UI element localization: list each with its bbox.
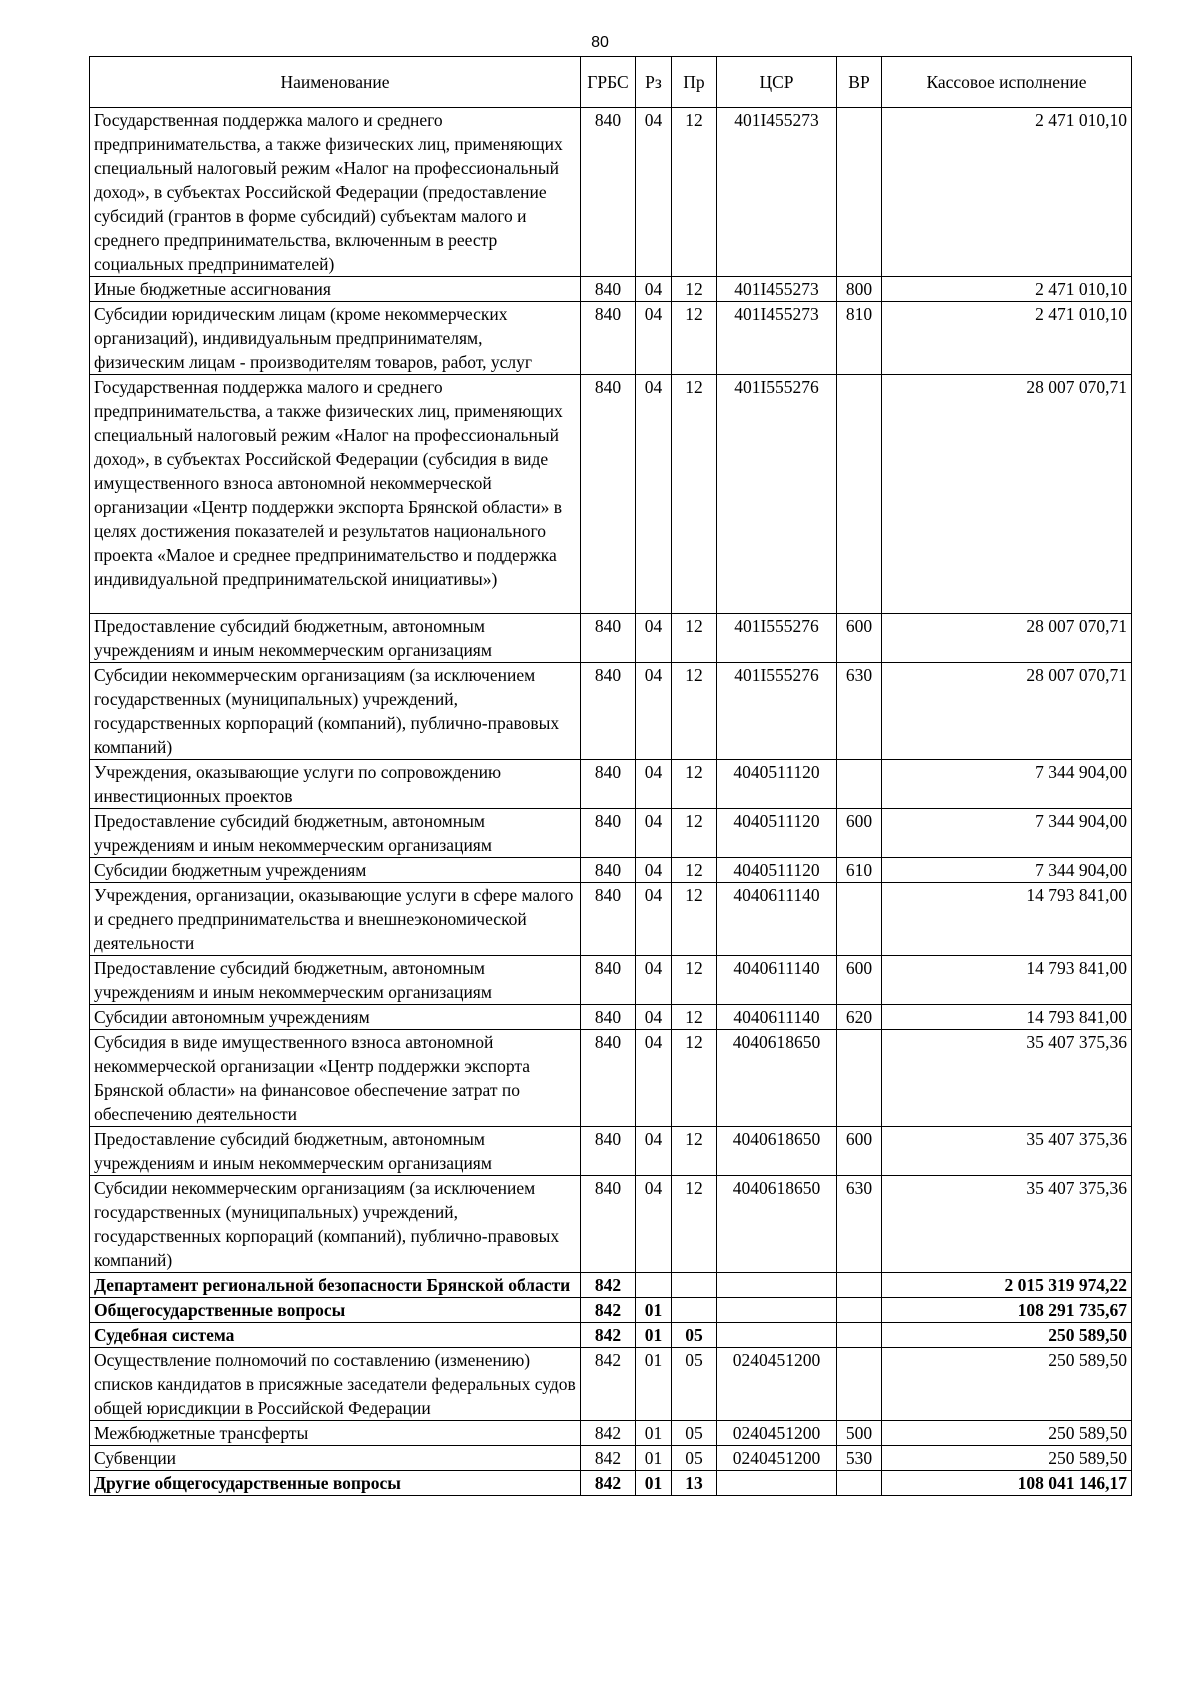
cell-vr <box>837 1323 882 1348</box>
table-row <box>90 858 1132 883</box>
cell-grbs: 840 <box>581 1030 636 1127</box>
table-row <box>90 883 1132 956</box>
cell-rz: 04 <box>636 883 672 956</box>
table-row <box>90 1030 1132 1127</box>
cell-rz: 04 <box>636 1127 672 1176</box>
table-row <box>90 108 1132 277</box>
cell-pr: 12 <box>672 1127 717 1176</box>
cell-vr <box>837 108 882 277</box>
cell-vr: 600 <box>837 956 882 1005</box>
table-row <box>90 760 1132 809</box>
cell-vr: 600 <box>837 809 882 858</box>
cell-amount: 250 589,50 <box>882 1323 1132 1348</box>
cell-amount: 35 407 375,36 <box>882 1030 1132 1127</box>
header-rz: Рз <box>636 57 672 108</box>
cell-amount: 7 344 904,00 <box>882 760 1132 809</box>
cell-pr: 12 <box>672 663 717 760</box>
cell-name: Субсидии бюджетным учреждениям <box>90 858 581 883</box>
cell-amount: 108 041 146,17 <box>882 1471 1132 1496</box>
cell-pr: 12 <box>672 277 717 302</box>
cell-csr: 401I555276 <box>717 375 837 614</box>
cell-pr: 12 <box>672 614 717 663</box>
cell-rz: 04 <box>636 858 672 883</box>
cell-name: Государственная поддержка малого и среднего предпринимательства, а также физических лиц, применяющих специальный налоговый режим «Налог на профессиональный доход», в субъектах Российской Федерации (предоставление субсидий (грантов в форме субсидий) субъектам малого и среднего предпринимательства, включенным в реестр социальных предпринимателей) <box>90 108 581 277</box>
table-row <box>90 663 1132 760</box>
cell-amount: 28 007 070,71 <box>882 375 1132 614</box>
cell-pr: 05 <box>672 1323 717 1348</box>
cell-rz: 04 <box>636 809 672 858</box>
header-grbs: ГРБС <box>581 57 636 108</box>
table-row <box>90 375 1132 614</box>
table-row <box>90 277 1132 302</box>
cell-amount: 2 471 010,10 <box>882 108 1132 277</box>
cell-name: Общегосударственные вопросы <box>90 1298 581 1323</box>
cell-csr: 401I455273 <box>717 108 837 277</box>
cell-grbs: 842 <box>581 1348 636 1421</box>
cell-vr: 810 <box>837 302 882 375</box>
cell-grbs: 842 <box>581 1323 636 1348</box>
cell-grbs: 840 <box>581 1176 636 1273</box>
cell-vr <box>837 883 882 956</box>
cell-rz: 01 <box>636 1323 672 1348</box>
cell-amount: 7 344 904,00 <box>882 809 1132 858</box>
cell-rz: 04 <box>636 760 672 809</box>
cell-name: Департамент региональной безопасности Брянской области <box>90 1273 581 1298</box>
cell-name: Судебная система <box>90 1323 581 1348</box>
cell-amount: 2 471 010,10 <box>882 277 1132 302</box>
cell-vr: 600 <box>837 1127 882 1176</box>
cell-pr: 12 <box>672 858 717 883</box>
cell-name: Другие общегосударственные вопросы <box>90 1471 581 1496</box>
cell-name: Субсидии автономным учреждениям <box>90 1005 581 1030</box>
cell-pr: 12 <box>672 883 717 956</box>
cell-rz <box>636 1273 672 1298</box>
cell-vr: 620 <box>837 1005 882 1030</box>
cell-grbs: 840 <box>581 760 636 809</box>
cell-csr: 4040611140 <box>717 1005 837 1030</box>
cell-vr: 800 <box>837 277 882 302</box>
table-row <box>90 1421 1132 1446</box>
cell-rz: 04 <box>636 956 672 1005</box>
cell-pr: 13 <box>672 1471 717 1496</box>
cell-grbs: 840 <box>581 108 636 277</box>
cell-grbs: 840 <box>581 1005 636 1030</box>
table-row <box>90 1273 1132 1298</box>
cell-grbs: 842 <box>581 1471 636 1496</box>
cell-rz: 04 <box>636 277 672 302</box>
cell-grbs: 840 <box>581 1127 636 1176</box>
cell-amount: 2 015 319 974,22 <box>882 1273 1132 1298</box>
cell-pr: 05 <box>672 1421 717 1446</box>
cell-pr <box>672 1298 717 1323</box>
cell-amount: 35 407 375,36 <box>882 1127 1132 1176</box>
cell-rz: 04 <box>636 108 672 277</box>
cell-pr: 12 <box>672 108 717 277</box>
cell-csr: 4040618650 <box>717 1030 837 1127</box>
table-row <box>90 809 1132 858</box>
cell-amount: 108 291 735,67 <box>882 1298 1132 1323</box>
cell-name: Субсидии некоммерческим организациям (за исключением государственных (муниципальных) учреждений, государственных корпораций (компаний), публично-правовых компаний) <box>90 663 581 760</box>
cell-grbs: 842 <box>581 1446 636 1471</box>
table-row <box>90 1446 1132 1471</box>
cell-rz: 01 <box>636 1348 672 1421</box>
cell-vr: 630 <box>837 1176 882 1273</box>
cell-csr <box>717 1471 837 1496</box>
cell-vr: 500 <box>837 1421 882 1446</box>
header-vr: ВР <box>837 57 882 108</box>
cell-csr: 0240451200 <box>717 1348 837 1421</box>
header-row <box>90 57 1132 108</box>
cell-pr: 12 <box>672 302 717 375</box>
cell-rz: 01 <box>636 1471 672 1496</box>
table-row <box>90 1323 1132 1348</box>
cell-pr: 05 <box>672 1348 717 1421</box>
cell-csr <box>717 1323 837 1348</box>
cell-grbs: 840 <box>581 277 636 302</box>
cell-amount: 250 589,50 <box>882 1446 1132 1471</box>
cell-rz: 04 <box>636 375 672 614</box>
page-number: 80 <box>591 34 609 51</box>
cell-csr <box>717 1273 837 1298</box>
cell-csr: 0240451200 <box>717 1421 837 1446</box>
cell-name: Субсидия в виде имущественного взноса автономной некоммерческой организации «Центр поддержки экспорта Брянской области» на финансовое обеспечение затрат по обеспечению деятельности <box>90 1030 581 1127</box>
cell-grbs: 842 <box>581 1421 636 1446</box>
cell-rz: 04 <box>636 614 672 663</box>
cell-name: Государственная поддержка малого и среднего предпринимательства, а также физических лиц, применяющих специальный налоговый режим «Налог на профессиональный доход», в субъектах Российской Федерации (субсидия в виде имущественного взноса автономной некоммерческой организации «Центр поддержки экспорта Брянской области» в целях достижения показателей и результатов национального проекта «Малое и среднее предпринимательство и поддержка индивидуальной предпринимательской инициативы») <box>90 375 581 614</box>
cell-amount: 35 407 375,36 <box>882 1176 1132 1273</box>
cell-name: Учреждения, организации, оказывающие услуги в сфере малого и среднего предпринимательства и внешнеэкономической деятельности <box>90 883 581 956</box>
table-row <box>90 1127 1132 1176</box>
header-csr: ЦСР <box>717 57 837 108</box>
cell-csr: 4040618650 <box>717 1176 837 1273</box>
cell-amount: 14 793 841,00 <box>882 1005 1132 1030</box>
cell-pr: 12 <box>672 1005 717 1030</box>
cell-csr: 401I455273 <box>717 277 837 302</box>
cell-csr: 401I555276 <box>717 614 837 663</box>
cell-csr: 401I455273 <box>717 302 837 375</box>
cell-csr: 401I555276 <box>717 663 837 760</box>
cell-vr <box>837 1348 882 1421</box>
table-row <box>90 614 1132 663</box>
cell-amount: 250 589,50 <box>882 1421 1132 1446</box>
cell-grbs: 840 <box>581 302 636 375</box>
cell-name: Межбюджетные трансферты <box>90 1421 581 1446</box>
cell-grbs: 840 <box>581 375 636 614</box>
cell-amount: 28 007 070,71 <box>882 663 1132 760</box>
cell-grbs: 840 <box>581 858 636 883</box>
cell-vr: 600 <box>837 614 882 663</box>
cell-csr <box>717 1298 837 1323</box>
header-name: Наименование <box>90 57 581 108</box>
cell-grbs: 842 <box>581 1298 636 1323</box>
cell-rz: 04 <box>636 1005 672 1030</box>
table-row <box>90 1471 1132 1496</box>
cell-rz: 04 <box>636 1176 672 1273</box>
table-row <box>90 956 1132 1005</box>
cell-name: Предоставление субсидий бюджетным, автономным учреждениям и иным некоммерческим организациям <box>90 809 581 858</box>
cell-name: Субвенции <box>90 1446 581 1471</box>
cell-grbs: 840 <box>581 663 636 760</box>
header-amount: Кассовое исполнение <box>882 57 1132 108</box>
cell-pr: 12 <box>672 760 717 809</box>
cell-grbs: 840 <box>581 883 636 956</box>
cell-amount: 14 793 841,00 <box>882 883 1132 956</box>
cell-grbs: 842 <box>581 1273 636 1298</box>
cell-grbs: 840 <box>581 956 636 1005</box>
cell-amount: 2 471 010,10 <box>882 302 1132 375</box>
header-pr: Пр <box>672 57 717 108</box>
table-row <box>90 302 1132 375</box>
cell-vr <box>837 1273 882 1298</box>
cell-name: Субсидии некоммерческим организациям (за исключением государственных (муниципальных) учреждений, государственных корпораций (компаний), публично-правовых компаний) <box>90 1176 581 1273</box>
cell-pr: 12 <box>672 956 717 1005</box>
cell-amount: 14 793 841,00 <box>882 956 1132 1005</box>
cell-rz: 04 <box>636 663 672 760</box>
cell-amount: 7 344 904,00 <box>882 858 1132 883</box>
cell-vr <box>837 1471 882 1496</box>
cell-csr: 4040511120 <box>717 809 837 858</box>
cell-name: Субсидии юридическим лицам (кроме некоммерческих организаций), индивидуальным предпринимателям, физическим лицам - производителям товаров, работ, услуг <box>90 302 581 375</box>
cell-csr: 4040511120 <box>717 760 837 809</box>
cell-vr: 610 <box>837 858 882 883</box>
cell-rz: 04 <box>636 1030 672 1127</box>
cell-vr: 530 <box>837 1446 882 1471</box>
cell-name: Предоставление субсидий бюджетным, автономным учреждениям и иным некоммерческим организациям <box>90 614 581 663</box>
cell-grbs: 840 <box>581 809 636 858</box>
cell-vr: 630 <box>837 663 882 760</box>
cell-pr: 12 <box>672 1030 717 1127</box>
cell-name: Учреждения, оказывающие услуги по сопровождению инвестиционных проектов <box>90 760 581 809</box>
cell-name: Предоставление субсидий бюджетным, автономным учреждениям и иным некоммерческим организациям <box>90 1127 581 1176</box>
cell-vr <box>837 1298 882 1323</box>
cell-pr <box>672 1273 717 1298</box>
cell-rz: 04 <box>636 302 672 375</box>
cell-csr: 4040511120 <box>717 858 837 883</box>
cell-rz: 01 <box>636 1298 672 1323</box>
cell-grbs: 840 <box>581 614 636 663</box>
table-row <box>90 1298 1132 1323</box>
cell-vr <box>837 760 882 809</box>
table-row <box>90 1176 1132 1273</box>
cell-pr: 12 <box>672 375 717 614</box>
table-row <box>90 1348 1132 1421</box>
cell-csr: 4040611140 <box>717 956 837 1005</box>
cell-csr: 0240451200 <box>717 1446 837 1471</box>
cell-pr: 05 <box>672 1446 717 1471</box>
cell-name: Предоставление субсидий бюджетным, автономным учреждениям и иным некоммерческим организациям <box>90 956 581 1005</box>
table-row <box>90 1005 1132 1030</box>
cell-rz: 01 <box>636 1421 672 1446</box>
cell-name: Иные бюджетные ассигнования <box>90 277 581 302</box>
cell-vr <box>837 1030 882 1127</box>
cell-pr: 12 <box>672 1176 717 1273</box>
cell-amount: 28 007 070,71 <box>882 614 1132 663</box>
cell-vr <box>837 375 882 614</box>
cell-pr: 12 <box>672 809 717 858</box>
budget-execution-table <box>89 56 1132 1496</box>
cell-csr: 4040618650 <box>717 1127 837 1176</box>
cell-name: Осуществление полномочий по составлению (изменению) списков кандидатов в присяжные заседатели федеральных судов общей юрисдикции в Российской Федерации <box>90 1348 581 1421</box>
cell-amount: 250 589,50 <box>882 1348 1132 1421</box>
cell-rz: 01 <box>636 1446 672 1471</box>
cell-csr: 4040611140 <box>717 883 837 956</box>
